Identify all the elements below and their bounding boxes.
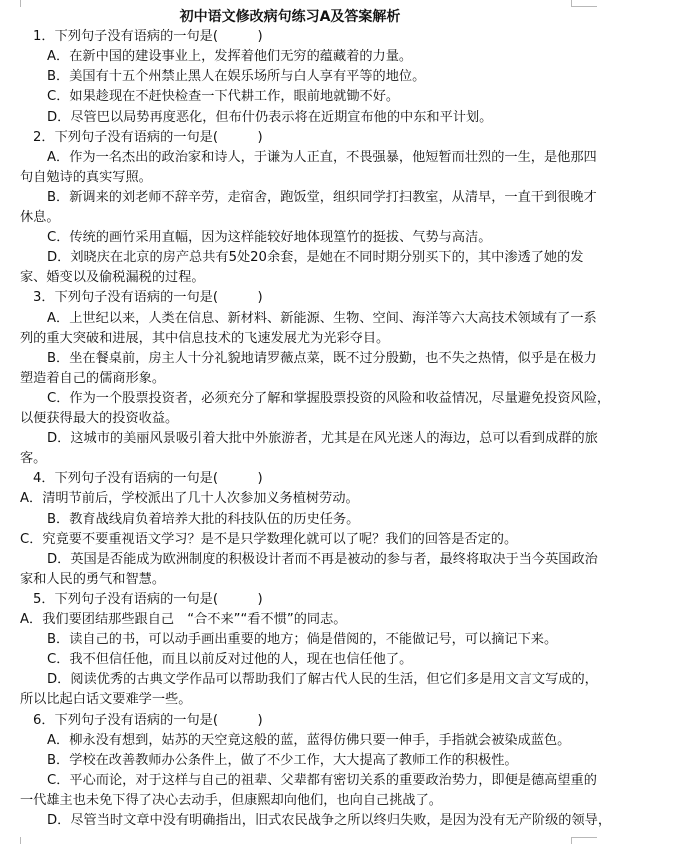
option-line: A．上世纪以来，人类在信息、新材料、新能源、生物、空间、海洋等六大高技术领域有了一系 (47, 310, 597, 326)
option-line: D．尽管巴以局势再度恶化，但布什仍表示将在近期宣布他的中东和平计划。 (47, 109, 493, 125)
option-continuation-line: 列的重大突破和进展，其中信息技术的飞速发展尤为光彩夺目。 (20, 330, 390, 346)
option-line: D．阅读优秀的古典文学作品可以帮助我们了解古代人民的生活，但它们多是用文言文写成的， (47, 672, 598, 688)
option-line: A．作为一名杰出的政治家和诗人，于谦为人正直，不畏强暴，他短暂而壮烈的一生，是他那四 (47, 149, 597, 165)
option-line: D．这城市的美丽风景吸引着大批中外旅游者，尤其是在风光迷人的海边，总可以看到成群的旅 (47, 431, 598, 447)
option-line: C．作为一个股票投资者，必须充分了解和掌握股票投资的风险和收益情况，尽量避免投资风险， (47, 390, 611, 406)
option-continuation-line: 家和人民的勇气和智慧。 (20, 571, 166, 587)
question-stem: 2．下列句子没有语病的一句是( ) (33, 129, 263, 145)
question-stem: 3．下列句子没有语病的一句是( ) (33, 290, 263, 306)
page-corner-mark (20, 0, 21, 7)
option-line: B．读自己的书，可以动手画出重要的地方；倘是借阅的，不能做记号，可以摘记下来。 (47, 632, 558, 648)
option-continuation-line: 以便获得最大的投资收益。 (20, 411, 179, 426)
option-line: D．尽管当时文章中没有明确指出，旧式农民战争之所以终归失败，是因为没有无产阶级的领导， (47, 813, 612, 828)
option-line: D．英国是否能成为欧洲制度的积极设计者而不再是被动的参与者，最终将取决于当今英国政治 (47, 551, 598, 567)
question-stem: 1．下列句子没有语病的一句是( ) (33, 29, 263, 45)
question-stem: 5．下列句子没有语病的一句是( ) (33, 591, 263, 607)
option-continuation-line: 一代雄主也未免下得了决心去动手，但康熙却向他们，也向自己挑战了。 (20, 792, 442, 808)
option-line: D．刘晓庆在北京的房产总共有5处20余套，是她在不同时期分别买下的，其中渗透了她的发 (47, 250, 584, 266)
option-continuation-line: 家、婚变以及偷税漏税的过程。 (20, 270, 205, 286)
option-continuation-line: 塑造着自己的儒商形象。 (20, 370, 166, 386)
page-corner-mark (571, 837, 597, 838)
option-line: A．在新中国的建设事业上，发挥着他们无穷的蕴藏着的力量。 (47, 49, 413, 65)
page-corner-mark (571, 837, 572, 844)
option-line: C．究竟要不要重视语文学习？是不是只学数理化就可以了呢？我们的回答是否定的。 (20, 531, 518, 547)
option-line: B．美国有十五个州禁止黑人在娱乐场所与白人享有平等的地位。 (47, 69, 426, 85)
option-line: B．新调来的刘老师不辞辛劳，走宿舍，跑饭堂，组织同学打扫教室，从清早，一直干到很晚才 (47, 189, 597, 205)
option-line: C．传统的画竹采用直幅，因为这样能较好地体现篁竹的挺拔、气势与高洁。 (47, 230, 492, 246)
option-line: A．我们要团结那些跟自己 “合不来”“看不惯”的同志。 (20, 612, 347, 627)
question-stem: 4．下列句子没有语病的一句是( ) (33, 471, 263, 487)
option-line: C．如果趁现在不赶快检查一下代耕工作，眼前地就锄不好。 (47, 89, 400, 105)
question-stem: 6．下列句子没有语病的一句是( ) (33, 712, 263, 728)
option-continuation-line: 客。 (20, 451, 47, 467)
option-line: B．坐在餐桌前，房主人十分礼貌地请罗薇点菜，既不过分殷勤，也不失之热情，似乎是在极力 (47, 350, 597, 366)
document-title: 初中语文修改病句练习A及答案解析 (179, 9, 401, 25)
option-continuation-line: 所以比起白话文要难学一些。 (20, 692, 192, 708)
option-continuation-line: 休息。 (20, 210, 60, 225)
page-corner-mark (20, 837, 21, 844)
option-line: A．柳永没有想到，姑苏的天空竟这般的蓝，蓝得仿佛只要一伸手，手指就会被染成蓝色。 (47, 732, 571, 748)
option-line: B．教育战线肩负着培养大批的科技队伍的历史任务。 (47, 511, 360, 527)
option-line: A．清明节前后，学校派出了几十人次参加义务植树劳动。 (20, 491, 359, 507)
option-line: C．平心而论，对于这样与自己的祖辈、父辈都有密切关系的重要政治势力，即便是德高望重的 (47, 772, 597, 788)
option-line: B．学校在改善教师办公条件上，做了不少工作，大大提高了教师工作的积极性。 (47, 752, 518, 768)
option-continuation-line: 句自勉诗的真实写照。 (20, 169, 152, 185)
option-line: C．我不但信任他，而且以前反对过他的人，现在也信任他了。 (47, 652, 413, 668)
